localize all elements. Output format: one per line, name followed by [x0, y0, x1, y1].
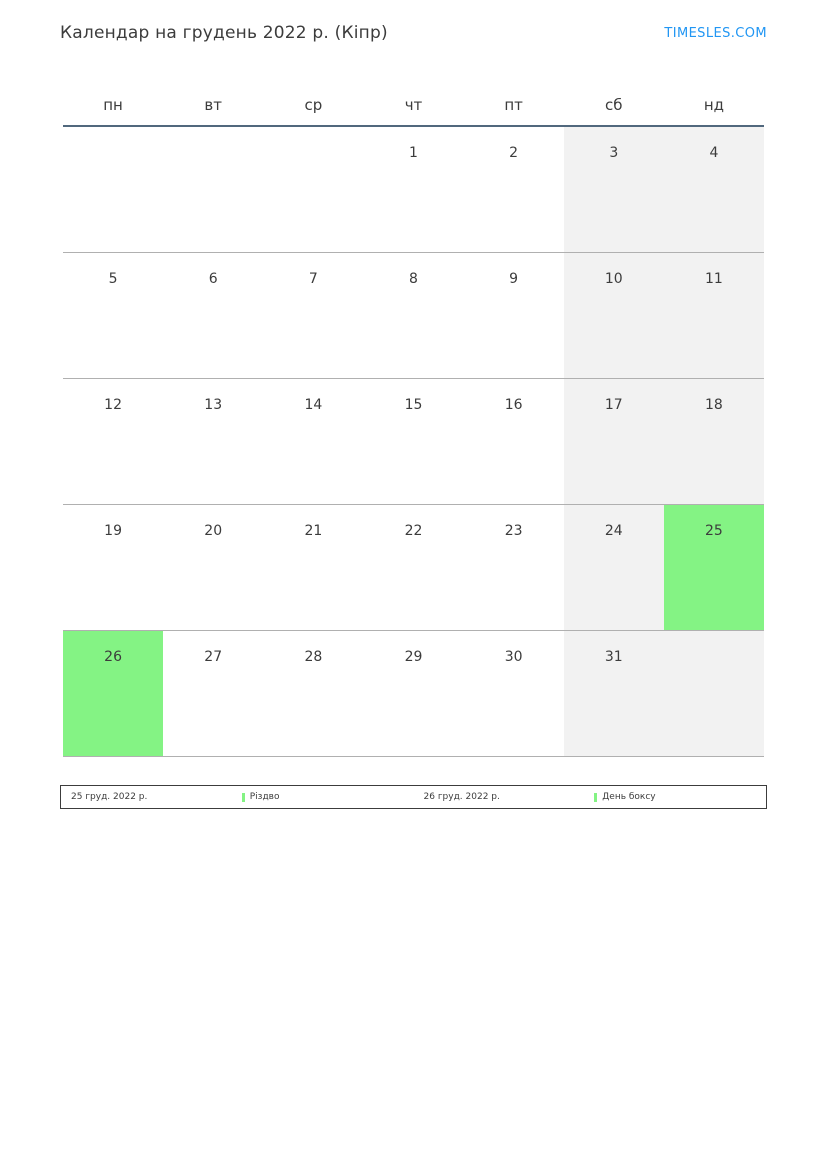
calendar-day-cell[interactable]: [363, 126, 463, 253]
calendar-day-cell[interactable]: [263, 631, 363, 757]
calendar-week-row: [63, 631, 764, 757]
legend-name-2: День боксу: [602, 792, 656, 802]
day-number: [63, 127, 163, 145]
weekday-header-row: [63, 84, 764, 126]
calendar-day-cell[interactable]: [363, 505, 463, 631]
holiday-swatch-icon: [242, 793, 245, 802]
calendar-week-row: [63, 126, 764, 253]
calendar-day-cell[interactable]: [464, 631, 564, 757]
calendar-day-cell[interactable]: [664, 379, 764, 505]
legend-entry-2: [590, 786, 766, 808]
day-number: 3: [609, 145, 619, 161]
day-number: 30: [504, 649, 523, 665]
calendar-week-row: [63, 505, 764, 631]
calendar-empty-cell: [664, 631, 764, 757]
calendar-day-cell[interactable]: [564, 253, 664, 379]
day-number: 27: [204, 649, 223, 665]
calendar-week-row: [63, 379, 764, 505]
calendar-day-cell[interactable]: [564, 126, 664, 253]
day-number: 9: [509, 271, 519, 287]
day-number: 11: [705, 271, 723, 287]
calendar-day-cell[interactable]: [163, 505, 263, 631]
calendar-day-cell[interactable]: [263, 505, 363, 631]
page-header: [60, 18, 767, 48]
calendar-day-cell[interactable]: [363, 379, 463, 505]
day-number: 6: [208, 271, 218, 287]
day-number: 17: [604, 397, 623, 413]
day-number: 20: [204, 523, 223, 539]
calendar-day-cell[interactable]: [63, 379, 163, 505]
day-number: 25: [705, 523, 723, 539]
day-number: 26: [104, 649, 122, 665]
calendar-day-cell[interactable]: [464, 379, 564, 505]
calendar-day-cell[interactable]: [363, 631, 463, 757]
calendar-day-cell[interactable]: [63, 631, 163, 757]
day-number: 24: [604, 523, 623, 539]
calendar-day-cell[interactable]: [163, 631, 263, 757]
calendar-day-cell[interactable]: [664, 253, 764, 379]
calendar-day-cell[interactable]: [163, 379, 263, 505]
day-number: 23: [504, 523, 523, 539]
legend-name-1: Різдво: [249, 792, 280, 802]
calendar-head: [63, 84, 764, 126]
page-title: Календар на грудень 2022 р. (Кіпр): [60, 23, 388, 43]
calendar-empty-cell: [163, 126, 263, 253]
day-number: 8: [409, 271, 418, 287]
day-number: 1: [409, 145, 418, 161]
calendar-day-cell[interactable]: [564, 631, 664, 757]
calendar-day-cell[interactable]: [564, 379, 664, 505]
calendar-empty-cell: [263, 126, 363, 253]
weekday-fri: пт: [464, 84, 564, 126]
calendar-day-cell[interactable]: [363, 253, 463, 379]
day-number: 2: [509, 145, 519, 161]
day-number: 28: [304, 649, 323, 665]
day-number: 14: [304, 397, 323, 413]
weekday-sat: сб: [564, 84, 664, 126]
day-number: 22: [404, 523, 423, 539]
day-number: 29: [404, 649, 423, 665]
weekday-tue: вт: [163, 84, 263, 126]
day-number: 16: [504, 397, 523, 413]
day-number: 12: [104, 397, 122, 413]
weekday-wed: ср: [263, 84, 363, 126]
day-number: 15: [404, 397, 423, 413]
weekday-thu: чт: [363, 84, 463, 126]
calendar-week-row: [63, 253, 764, 379]
calendar-day-cell[interactable]: [464, 253, 564, 379]
day-number: [664, 631, 764, 649]
legend-date-2: 26 груд. 2022 р.: [423, 792, 500, 802]
calendar-day-cell[interactable]: [664, 126, 764, 253]
legend-date-1: 25 груд. 2022 р.: [71, 792, 148, 802]
day-number: [263, 127, 363, 145]
brand-link[interactable]: TIMESLES.COM: [664, 25, 767, 41]
day-number: 10: [604, 271, 623, 287]
legend-entry-1: [238, 786, 414, 808]
holiday-swatch-icon: [594, 793, 597, 802]
calendar-day-cell[interactable]: [664, 505, 764, 631]
calendar-grid: [63, 84, 764, 757]
holiday-legend: [60, 785, 767, 809]
calendar-day-cell[interactable]: [63, 505, 163, 631]
calendar-day-cell[interactable]: [263, 379, 363, 505]
day-number: 18: [705, 397, 723, 413]
day-number: 31: [604, 649, 623, 665]
calendar-day-cell[interactable]: [263, 253, 363, 379]
day-number: 7: [308, 271, 318, 287]
calendar-day-cell[interactable]: [464, 126, 564, 253]
calendar-day-cell[interactable]: [464, 505, 564, 631]
day-number: 21: [304, 523, 323, 539]
day-number: 5: [108, 271, 118, 287]
day-number: 4: [709, 145, 719, 161]
calendar-day-cell[interactable]: [63, 253, 163, 379]
day-number: 19: [104, 523, 122, 539]
day-number: [163, 127, 263, 145]
calendar-body: [63, 126, 764, 757]
day-number: 13: [204, 397, 223, 413]
calendar-day-cell[interactable]: [564, 505, 664, 631]
calendar-empty-cell: [63, 126, 163, 253]
calendar-table: [63, 84, 764, 757]
weekday-sun: нд: [664, 84, 764, 126]
weekday-mon: пн: [63, 84, 163, 126]
calendar-day-cell[interactable]: [163, 253, 263, 379]
